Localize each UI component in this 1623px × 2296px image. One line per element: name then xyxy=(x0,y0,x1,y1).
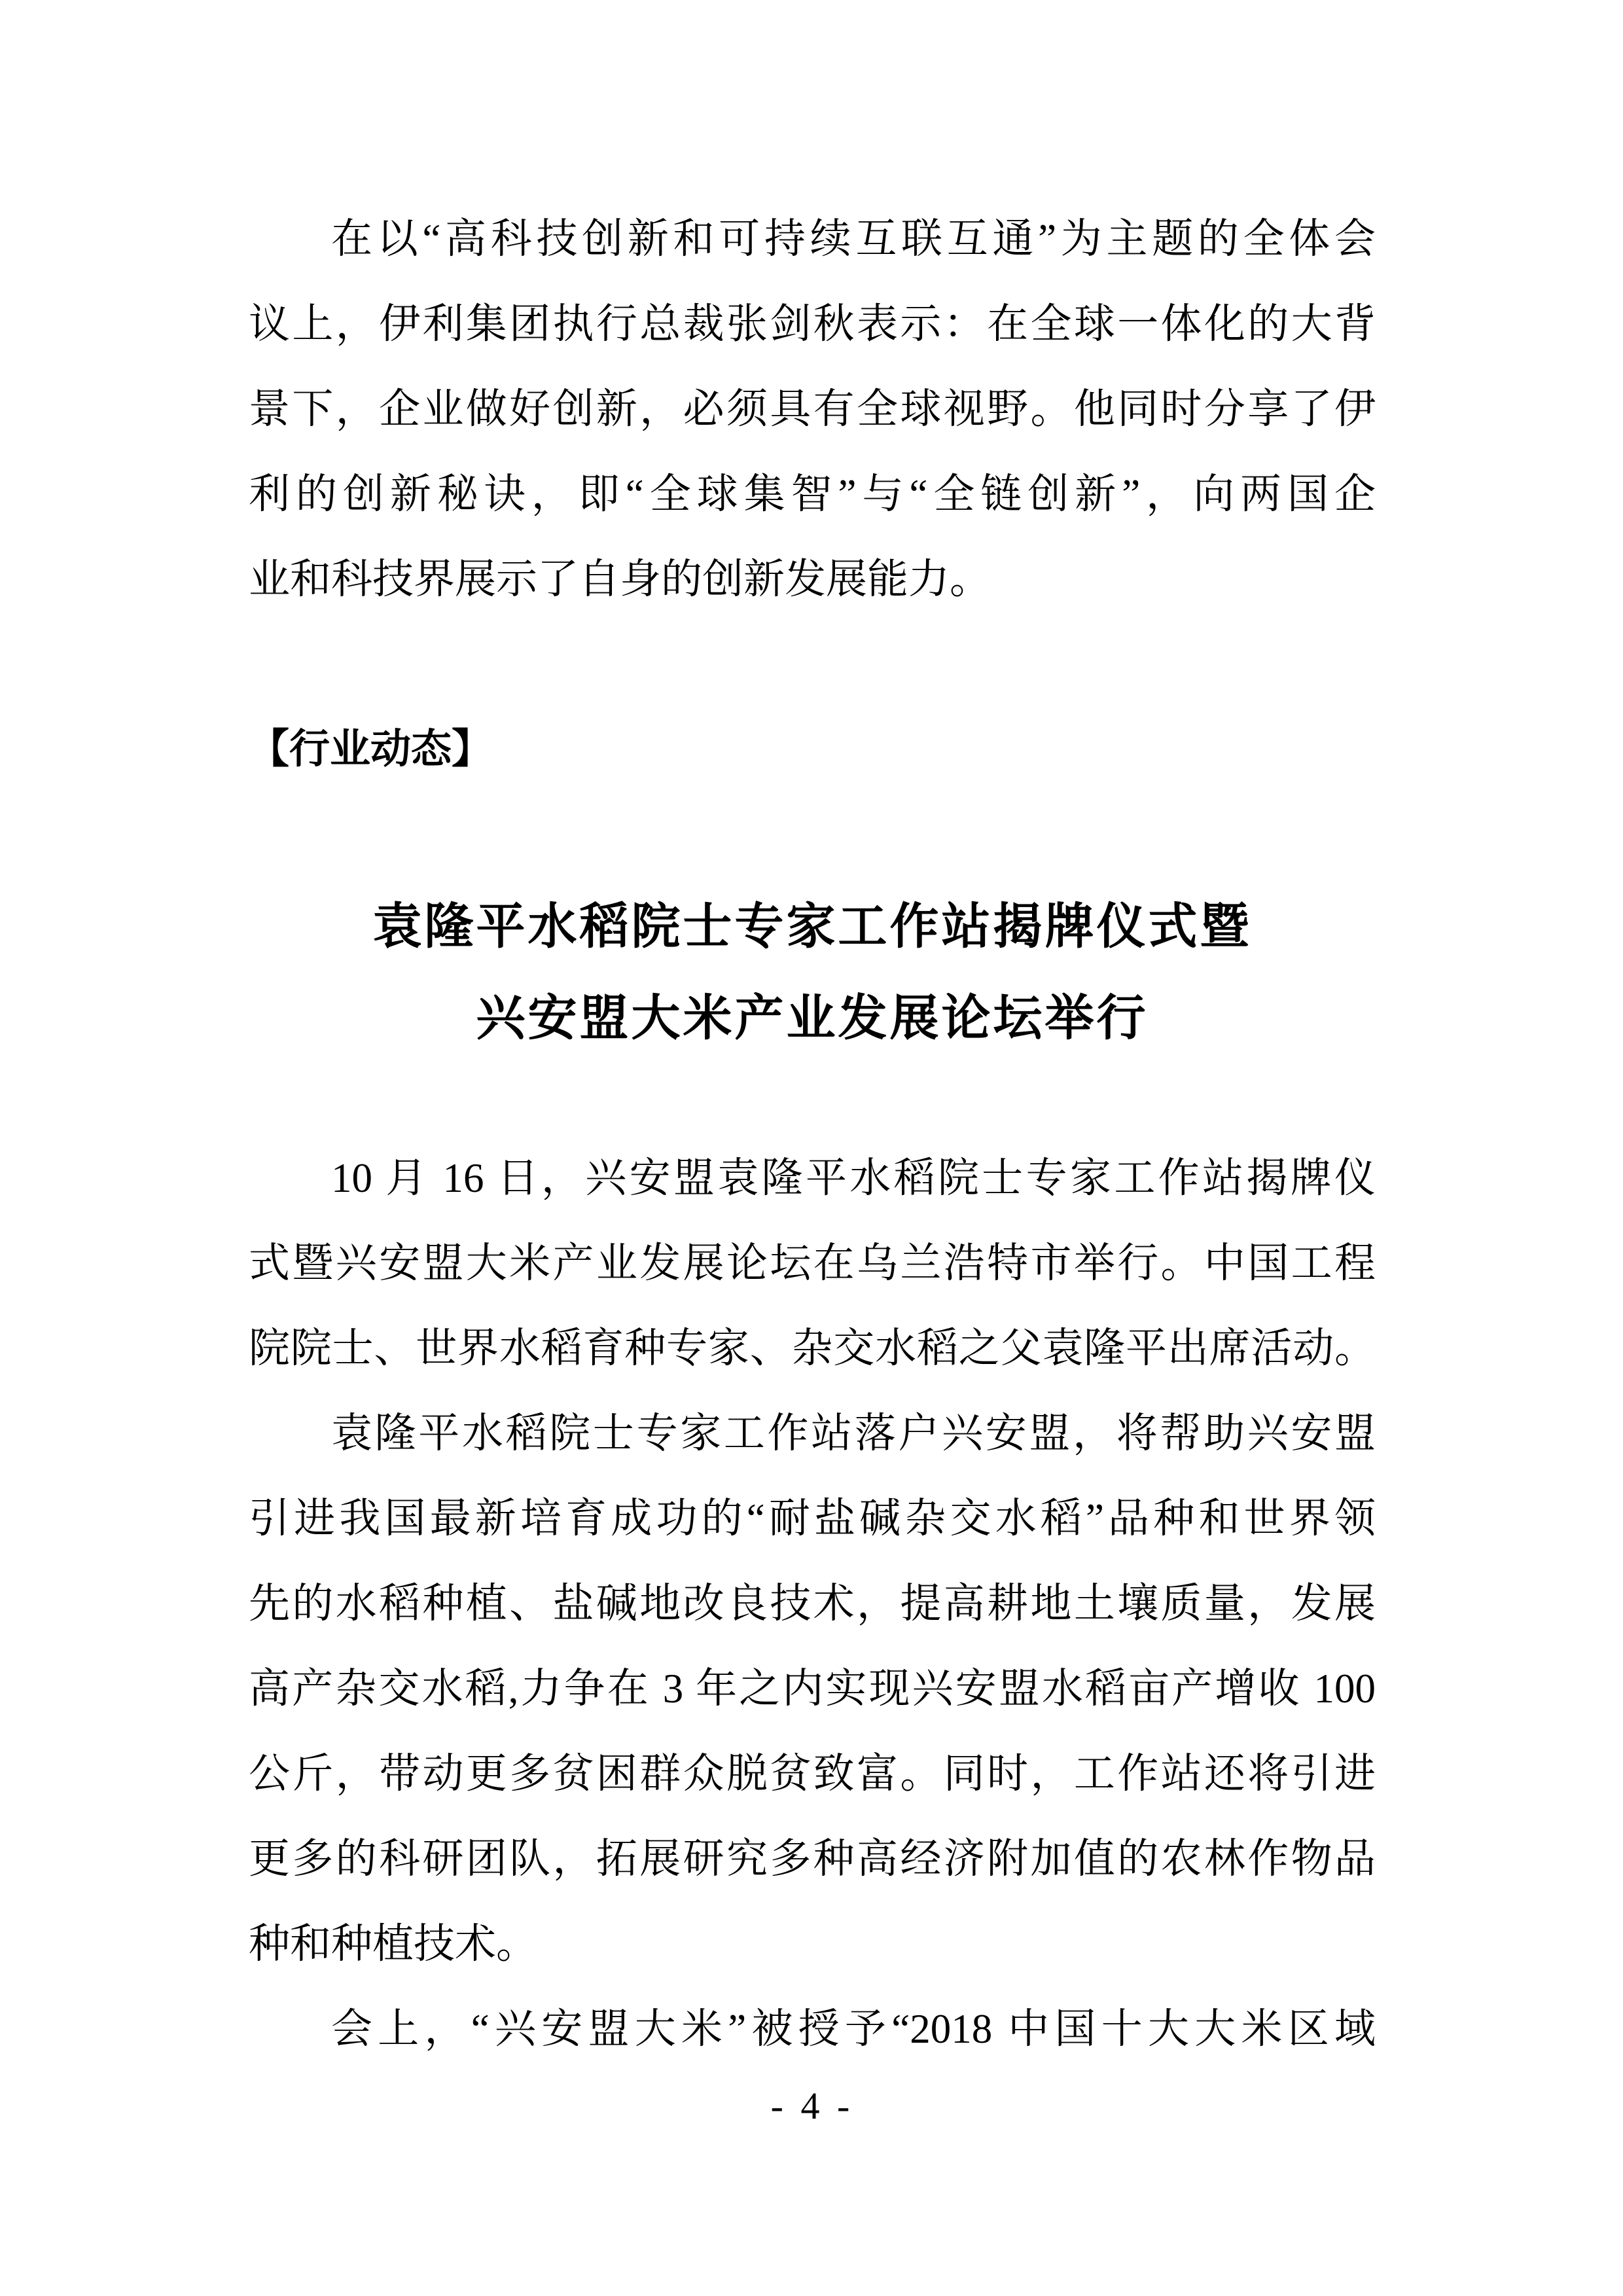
article-title-line-1: 袁隆平水稻院士专家工作站揭牌仪式暨 xyxy=(372,899,1252,954)
article-title-line-2: 兴安盟大米产业发展论坛举行 xyxy=(476,990,1149,1045)
body-line: 公斤，带动更多贫困群众脱贫致富。同时，工作站还将引进 xyxy=(249,1751,1376,1797)
body-line: 利的创新秘诀，即“全球集智”与“全链创新”，向两国企 xyxy=(249,471,1376,517)
body-line: 先的水稻种植、盐碱地改良技术，提高耕地土壤质量，发展 xyxy=(249,1581,1376,1626)
section-header-label: 【行业动态】 xyxy=(249,726,493,772)
body-line: 业和科技界展示了自身的创新发展能力。 xyxy=(249,556,991,602)
body-paragraph-2 xyxy=(249,1136,1376,1391)
body-line: 在以“高科技创新和可持续互联互通”为主题的全体会 xyxy=(331,216,1376,262)
body-line: 引进我国最新培育成功的“耐盐碱杂交水稻”品种和世界领 xyxy=(249,1496,1376,1541)
body-line: 更多的科研团队，拓展研究多种高经济附加值的农林作物品 xyxy=(249,1836,1376,1882)
body-line: 高产杂交水稻,力争在 3 年之内实现兴安盟水稻亩产增收 100 xyxy=(249,1666,1376,1712)
document-content xyxy=(249,196,1376,2126)
body-line: 种和种植技术。 xyxy=(249,1921,537,1967)
body-line: 院院士、世界水稻育种专家、杂交水稻之父袁隆平出席活动。 xyxy=(249,1325,1376,1371)
body-paragraph-3 xyxy=(249,1391,1376,1986)
body-line: 10 月 16 日，兴安盟袁隆平水稻院士专家工作站揭牌仪 xyxy=(331,1155,1376,1201)
body-line: 会上，“兴安盟大米”被授予“2018 中国十大大米区域 xyxy=(331,2006,1376,2052)
article-title xyxy=(249,880,1376,1064)
page-number: - 4 - xyxy=(770,2085,854,2127)
body-line: 景下，企业做好创新，必须具有全球视野。他同时分享了伊 xyxy=(249,386,1376,432)
body-line: 式暨兴安盟大米产业发展论坛在乌兰浩特市举行。中国工程 xyxy=(249,1240,1376,1286)
body-line: 袁隆平水稻院士专家工作站落户兴安盟，将帮助兴安盟 xyxy=(331,1410,1376,1456)
body-paragraph-1 xyxy=(249,196,1376,622)
body-paragraph-4 xyxy=(249,1986,1376,2072)
section-header xyxy=(249,707,1376,792)
body-line: 议上，伊利集团执行总裁张剑秋表示：在全球一体化的大背 xyxy=(249,301,1376,347)
